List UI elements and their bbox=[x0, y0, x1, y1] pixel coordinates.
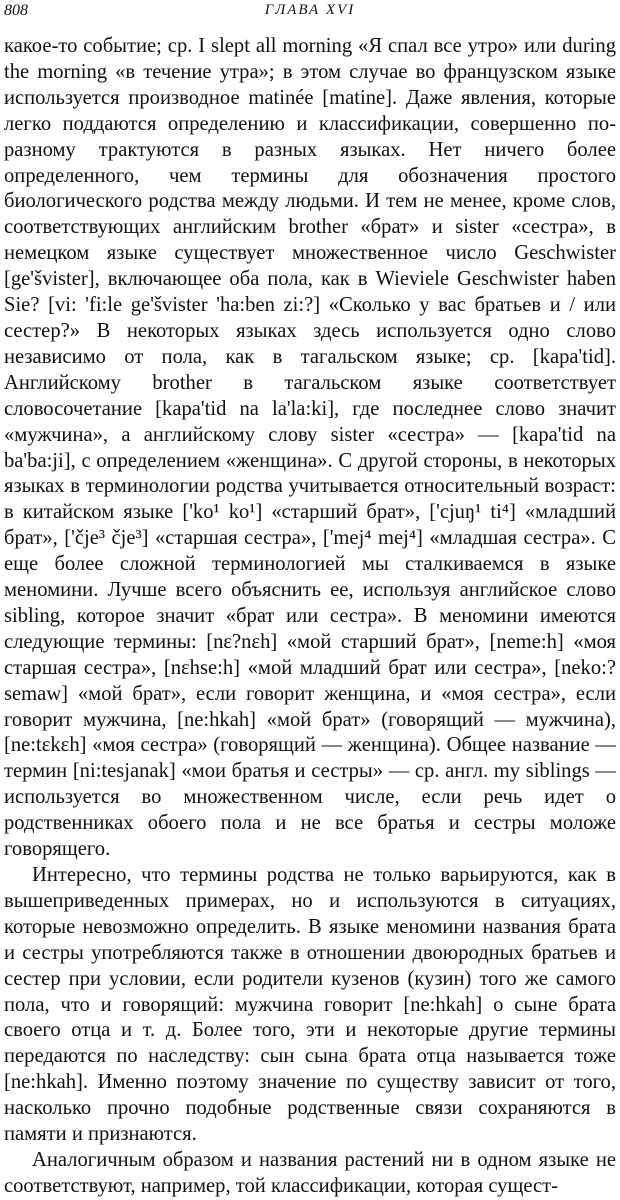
page-header bbox=[4, 2, 616, 24]
paragraph-3: Аналогичным образом и названия растений ни в одном языке не соответствуют, например, той классификации, которая сущест- bbox=[4, 1148, 616, 1197]
paragraph-1: какое-то событие; ср. I slept all morning «Я спал все утро» или during the morning «в течение утра»; в этом случае во французском языке используется производное matinée [matine]. Даже явления, которые легко поддаются определению и классификации, совершенно по-разному трактуются в разных языках. Нет ничего более определенного, чем термины для обозначения простого биологического родства между людьми. И тем не менее, кроме слов, соответствующих английским brother «брат» и sister «сестра», в немецком языке существует множественное число Geschwister [ge'švister], включающее оба пола, как в Wieviele Geschwister haben Sie? [vi: 'fi:le ge'švister 'ha:ben zi:?] «Сколько у вас братьев и / или сестер?» В некоторых языках здесь используется одно слово независимо от пола, как в тагальском языке; ср. [kapa'tid]. Английскому brother в тагальском языке соответствует словосочетание [kapa'tid na la'la:ki], где последнее слово значит «мужчина», а английскому слову sister «сестра» — [kapa'tid na ba'ba:ji], с определением «женщина». С другой стороны, в некоторых языках в терминологии родства учитывается относительный возраст: в китайском языке ['ko¹ ko¹] «старший брат», ['cjuŋ¹ ti⁴] «младший брат», ['čje³ čje³] «старшая сестра», ['mej⁴ mej⁴] «младшая сестра». С еще более сложной терминологией мы сталкиваемся в языке меномини. Лучше всего объяснить ее, используя английское слово sibling, которое значит «брат или сестра». В меномини имеются следующие термины: [nɛ?nɛh] «мой старший брат», [neme:h] «моя старшая сестра», [nɛhse:h] «мой младший брат или сестра», [neko:?semaw] «мой брат», если говорит женщина, и «моя сестра», если говорит мужчина, [ne:hkah] «мой брат» (говорящий — мужчина), [ne:tɛkɛh] «моя сестра» (говорящий — женщина). Общее название — термин [ni:tesjanak] «мои братья и сестры» — ср. англ. my siblings — используется во множественном числе, если речь идет о родственниках обоего пола и не все братья и сестры моложе говорящего. bbox=[4, 35, 616, 861]
body-text bbox=[4, 34, 616, 1200]
page-number: 808 bbox=[4, 2, 28, 19]
paragraph-2: Интересно, что термины родства не только варьируются, как в вышеприведенных примерах, но и используются в ситуациях, которые невозможно определить. В языке меномини названия брата и сестры употребляются также в отношении двоюродных братьев и сестер при условии, если родители кузенов (кузин) того же самого пола, что и говорящий: мужчина говорит [ne:hkah] о сыне брата своего отца и т. д. Более того, эти и некоторые другие термины передаются по наследству: сын сына брата отца называется тоже [ne:hkah]. Именно поэтому значение по существу зависит от того, насколько прочно подобные родственные связи сохраняются в памяти и признаются. bbox=[4, 864, 616, 1146]
running-head: ГЛАВА XVI bbox=[264, 2, 356, 18]
